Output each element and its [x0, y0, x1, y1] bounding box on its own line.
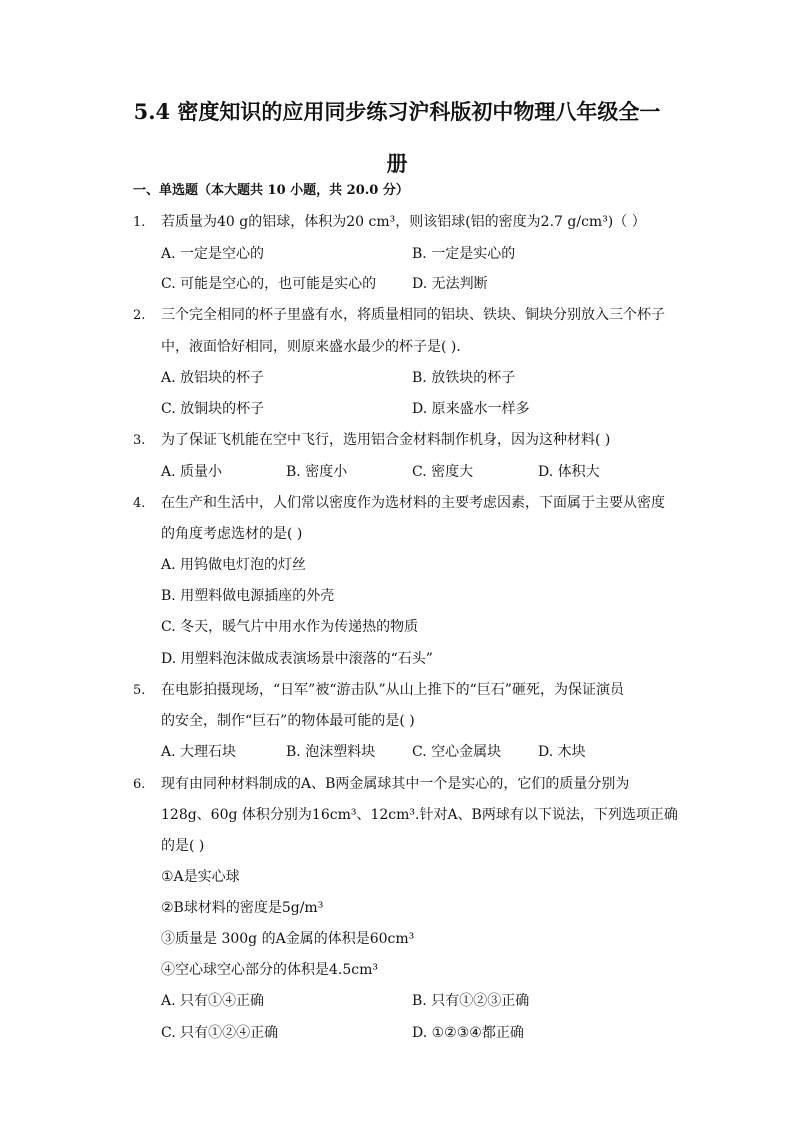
question-text: 为了保证飞机能在空中飞行，选用铝合金材料制作机身，因为这种材料( ) [161, 432, 611, 448]
option-c: C. 冬天，暖气片中用水作为传递热的物质 [161, 619, 419, 635]
option-b: B. 用塑料做电源插座的外壳 [161, 588, 335, 604]
question-number: 2. [133, 308, 146, 323]
document-title [120, 90, 674, 186]
option-b: B. 泡沫塑料块 [286, 744, 376, 760]
question-text: 中，液面恰好相同，则原来盛水最少的杯子是( )． [161, 339, 471, 355]
option-a: A. 一定是空心的 [161, 246, 265, 262]
statement-2: ②B球材料的密度是5g/m³ [161, 900, 324, 916]
option-c: C. 只有①②④正确 [161, 1025, 279, 1041]
title-line-1: 5.4 密度知识的应用同步练习沪科版初中物理八年级全一 [133, 99, 661, 124]
option-c: C. 密度大 [412, 464, 474, 480]
question-number: 1. [133, 215, 146, 230]
option-d: D. 无法判断 [412, 276, 488, 292]
statement-4: ④空心球空心部分的体积是4.5cm³ [161, 962, 378, 978]
option-c: C. 可能是空心的，也可能是实心的 [161, 276, 377, 292]
statement-3: ③质量是 300g 的A金属的体积是60cm³ [161, 931, 415, 947]
question-text: 的角度考虑选材的是( ) [161, 526, 303, 542]
question-text: 的安全，制作“巨石”的物体最可能的是( ) [161, 713, 415, 729]
statement-1: ①A是实心球 [161, 869, 240, 885]
option-d: D. 体积大 [538, 464, 600, 480]
option-c: C. 放铜块的杯子 [161, 401, 265, 417]
option-b: B. 只有①②③正确 [412, 993, 530, 1009]
question-text: 现有由同种材料制成的A、B两金属球其中一个是实心的，它们的质量分别为 [161, 776, 630, 792]
question-text: 的是( ) [161, 838, 205, 854]
option-b: B. 密度小 [286, 464, 348, 480]
question-number: 3. [133, 433, 146, 448]
option-d: D. 原来盛水一样多 [412, 401, 530, 417]
option-b: B. 放铁块的杯子 [412, 370, 516, 386]
option-d: D. 木块 [538, 744, 586, 760]
option-d: D. ①②③④都正确 [412, 1025, 524, 1041]
option-d: D. 用塑料泡沫做成表演场景中滚落的“石头” [161, 651, 433, 667]
question-text: 在生产和生活中，人们常以密度作为选材料的主要考虑因素，下面属于主要从密度 [161, 495, 665, 511]
title-line-2: 册 [386, 151, 408, 176]
question-number: 6. [133, 777, 146, 792]
question-text: 在电影拍摄现场，“日军”被“游击队”从山上推下的“巨石”砸死，为保证演员 [161, 682, 624, 698]
question-number: 5. [133, 683, 146, 698]
option-c: C. 空心金属块 [412, 744, 502, 760]
option-a: A. 只有①④正确 [161, 993, 265, 1009]
option-a: A. 质量小 [161, 464, 223, 480]
question-text: 三个完全相同的杯子里盛有水，将质量相同的铝块、铁块、铜块分别放入三个杯子 [161, 307, 665, 323]
option-a: A. 用钨做电灯泡的灯丝 [161, 557, 307, 573]
option-b: B. 一定是实心的 [412, 246, 516, 262]
section-header: 一、单选题（本大题共 10 小题，共 20.0 分） [133, 183, 409, 198]
question-text: 128g、60g 体积分别为16cm³、12cm³.针对A、B两球有以下说法，下列选项正确 [161, 807, 678, 823]
option-a: A. 大理石块 [161, 744, 237, 760]
question-text: 若质量为40 g的铝球，体积为20 cm³，则该铝球(铝的密度为2.7 g/cm³)（ ） [161, 214, 646, 230]
question-number: 4. [133, 496, 146, 511]
option-a: A. 放铝块的杯子 [161, 370, 265, 386]
